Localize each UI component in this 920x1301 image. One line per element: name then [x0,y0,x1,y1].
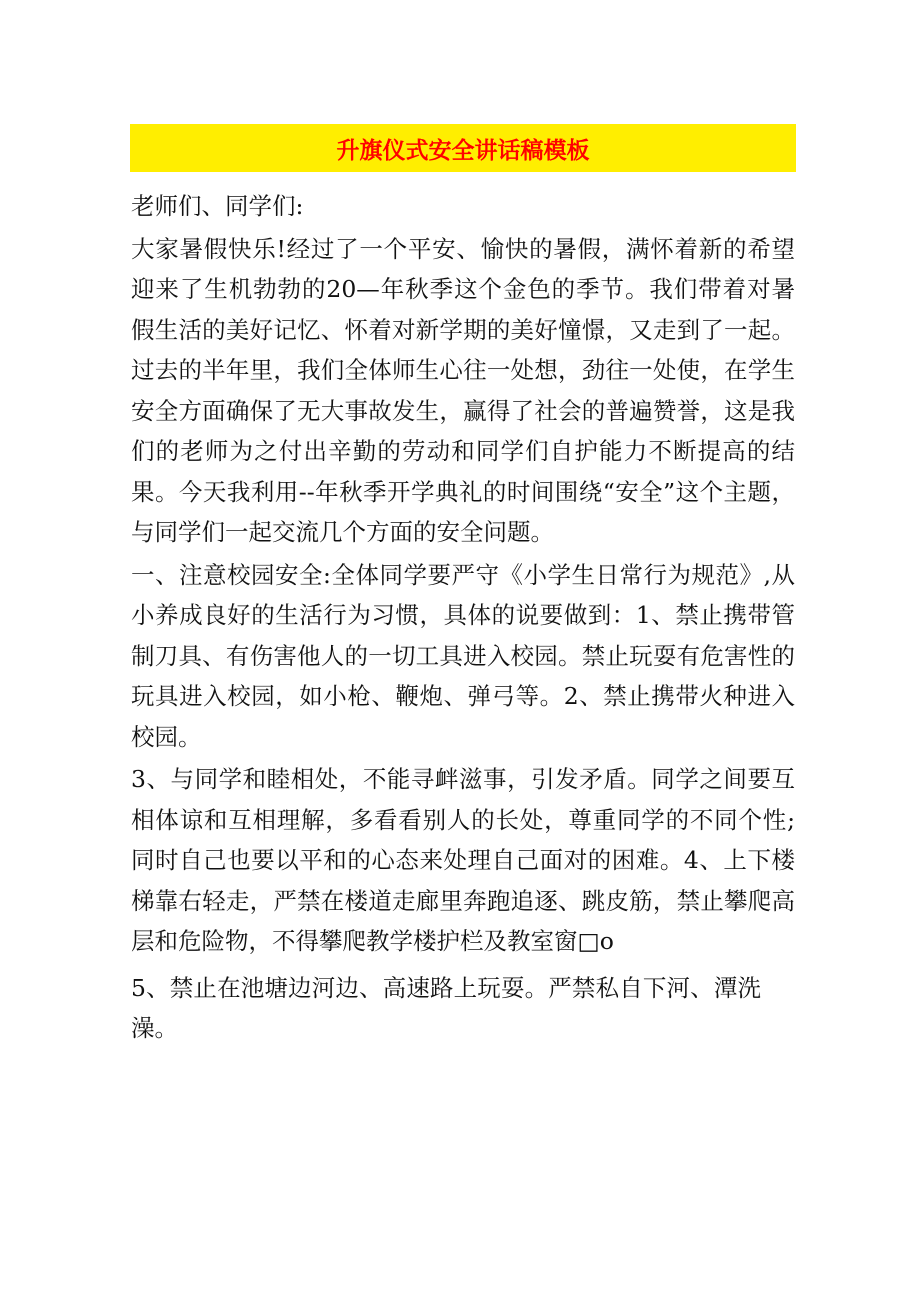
paragraph-intro: 大家暑假快乐!经过了一个平安、愉快的暑假，满怀着新的希望迎来了生机勃勃的20—年秋季这个金色的季节。我们带着对暑假生活的美好记忆、怀着对新学期的美好憧憬，又走到了一起。过去的半年里，我们全体师生心往一处想，劲往一处使，在学生安全方面确保了无大事故发生，赢得了社会的普遍赞誉，这是我们的老师为之付出辛勤的劳动和同学们自护能力不断提高的结果。今天我利用--年秋季开学典礼的时间围绕“安全”这个主题，与同学们一起交流几个方面的安全问题。 [131,234,795,546]
paragraph-campus-safety: 一、注意校园安全:全体同学要严守《小学生日常行为规范》,从小养成良好的生活行为习惯，具体的说要做到：1、禁止携带管制刀具、有伤害他人的一切工具进入校园。禁止玩耍有危害性的玩具进入校园，如小枪、鞭炮、弹弓等。2、禁止携带火种进入校园。 [131,560,795,751]
document-body [131,186,795,1049]
document-title: 升旗仪式安全讲话稿模板 [336,137,590,164]
title-banner [130,124,796,172]
salutation: 老师们、同学们: [131,192,304,220]
paragraph-conduct: 3、与同学和睦相处，不能寻衅滋事，引发矛盾。同学之间要互相体谅和互相理解，多看看别人的长处，尊重同学的不同个性;同时自己也要以平和的心态来处理自己面对的困难。4、上下楼梯靠右轻走，严禁在楼道走廊里奔跑追逐、跳皮筋，禁止攀爬高层和危险物，不得攀爬教学楼护栏及教室窗□o [131,765,795,955]
paragraph-water-safety: 5、禁止在池塘边河边、高速路上玩耍。严禁私自下河、潭洗澡。 [131,973,761,1042]
